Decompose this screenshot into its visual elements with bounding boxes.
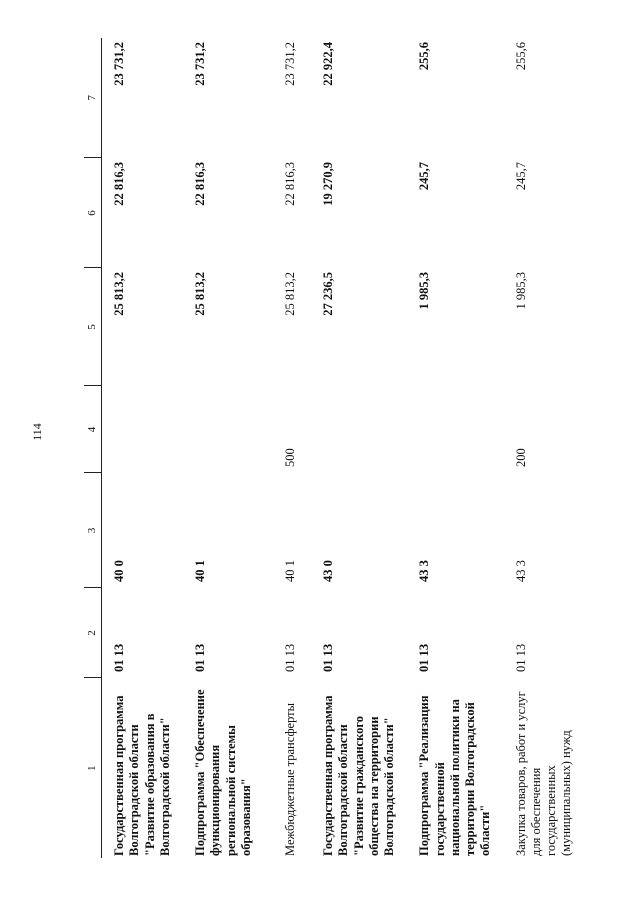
header-col-5: 5 <box>84 268 102 386</box>
row-target-code: 43 3 <box>417 560 432 582</box>
row-value-col6: 245,7 <box>417 162 432 191</box>
row-name: Государственная программа Волгоградской области "Развитие гражданского общества на территории Волгоградской области" <box>321 695 396 856</box>
row-expense-type <box>183 386 273 473</box>
row-name: Закупка товаров, работ и услуг для обеспечения государственных (муниципальных) нужд <box>513 691 574 856</box>
row-target-code: 40 1 <box>193 560 207 582</box>
row-expense-type <box>311 386 407 473</box>
row-target-code: 40 0 <box>112 560 126 582</box>
row-value-col7: 22 922,4 <box>321 42 335 86</box>
row-value-col5: 25 813,2 <box>283 272 297 316</box>
header-col-2: 2 <box>84 588 102 678</box>
row-value-col7: 23 731,2 <box>193 42 207 86</box>
row-value-col6: 19 270,9 <box>321 162 335 206</box>
row-section-code: 01 13 <box>513 643 528 672</box>
row-section-code: 01 13 <box>112 643 126 672</box>
row-section-code: 01 13 <box>283 643 297 672</box>
row-value-col7: 23 731,2 <box>283 42 297 86</box>
row-value-col6: 22 816,3 <box>112 162 126 206</box>
header-col-3: 3 <box>84 473 102 588</box>
row-expense-type <box>102 386 184 473</box>
row-value-col7: 255,6 <box>417 42 432 71</box>
row-name: Подпрограмма "Обеспечение функционирования региональной системы образования" <box>193 689 253 856</box>
row-section-code: 01 13 <box>417 643 432 672</box>
header-col-4: 4 <box>84 386 102 473</box>
row-expense-type: 500 <box>283 448 297 467</box>
row-target-code: 43 0 <box>321 560 335 582</box>
row-name: Подпрограмма "Реализация государственной национальной политики на территории Волгоградской области" <box>417 695 493 856</box>
table-row <box>311 38 407 858</box>
row-value-col5: 1 985,3 <box>417 272 432 310</box>
row-target-code: 43 3 <box>513 560 528 582</box>
row-value-col5: 25 813,2 <box>193 272 207 316</box>
row-value-col6: 22 816,3 <box>193 162 207 206</box>
row-name: Межбюджетные трансферты <box>283 702 297 856</box>
row-value-col6: 22 816,3 <box>283 162 297 206</box>
table-row <box>504 38 585 858</box>
rotated-table-container <box>84 38 604 858</box>
header-row <box>84 38 102 858</box>
table-row <box>183 38 273 858</box>
row-value-col7: 255,6 <box>513 42 528 71</box>
row-section-code: 01 13 <box>321 643 335 672</box>
row-expense-type: 200 <box>513 448 528 467</box>
header-col-7: 7 <box>84 38 102 158</box>
table-row <box>407 38 503 858</box>
header-col-6: 6 <box>84 158 102 268</box>
row-target-code: 40 1 <box>283 560 297 582</box>
budget-table <box>84 38 585 858</box>
table-row <box>102 38 184 858</box>
row-value-col6: 245,7 <box>513 162 528 191</box>
row-value-col5: 25 813,2 <box>112 272 126 316</box>
table-row <box>273 38 311 858</box>
page-number: 114 <box>30 423 44 441</box>
row-value-col5: 27 236,5 <box>321 272 335 316</box>
header-col-1: 1 <box>84 678 102 858</box>
row-expense-type <box>407 386 503 473</box>
row-section-code: 01 13 <box>193 643 207 672</box>
row-name: Государственная программа Волгоградской области "Развитие образования в Волгоградской области" <box>112 695 172 856</box>
row-value-col5: 1 985,3 <box>513 272 528 310</box>
row-value-col7: 23 731,2 <box>112 42 126 86</box>
